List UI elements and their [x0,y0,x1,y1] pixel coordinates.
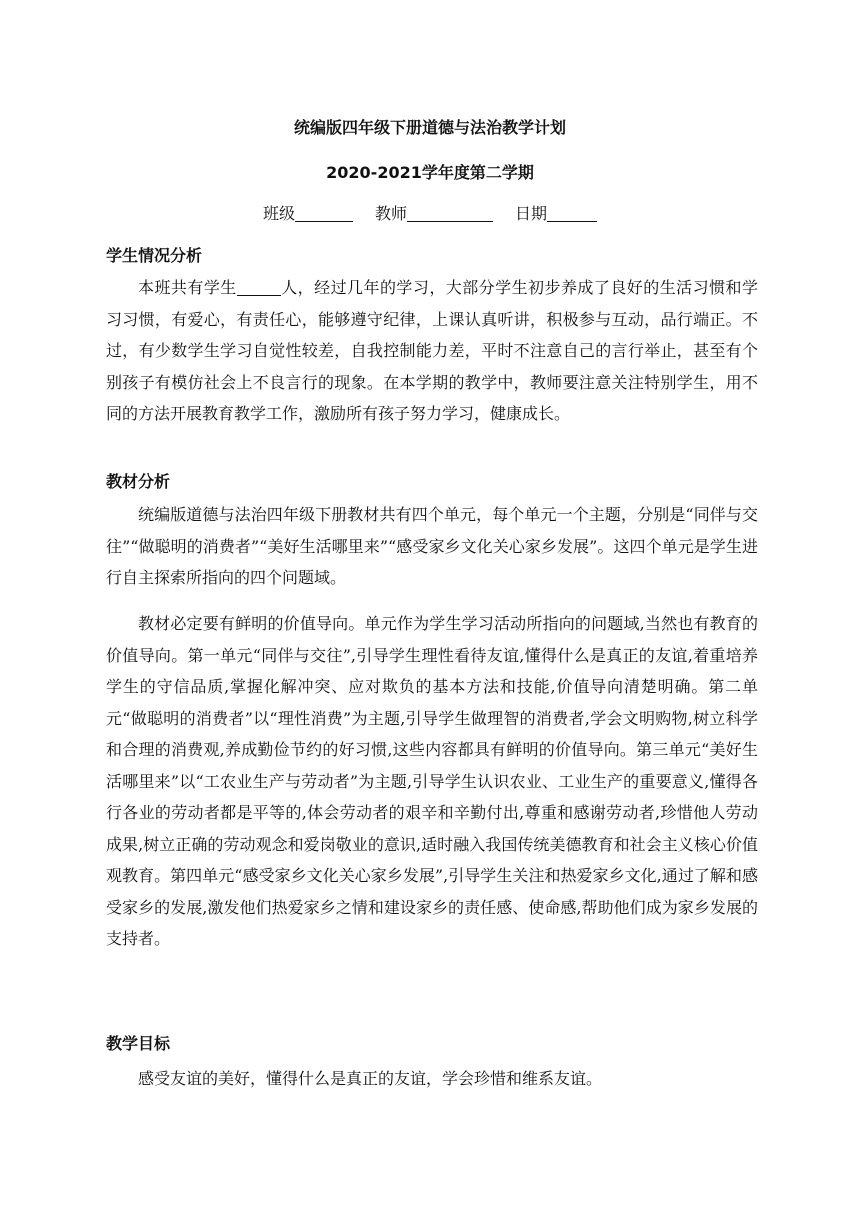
teacher-label: 教师 [374,204,407,223]
class-label: 班级 [262,204,295,223]
class-blank [295,205,353,222]
document-subtitle: 2020-2021学年度第二学期 [326,163,534,182]
date-label: 日期 [515,204,548,223]
section-heading-textbook-analysis: 教材分析 [106,472,171,491]
info-line [0,201,860,224]
document-title: 统编版四年级下册道德与法治教学计划 [293,118,566,137]
paragraph-teaching-goals: 感受友谊的美好，懂得什么是真正的友谊，学会珍惜和维系友谊。 [138,1069,603,1088]
paragraph-textbook-1: 统编版道德与法治四年级下册教材共有四个单元，每个单元一个主题，分别是“同伴与交往”“做聪明的消费者”“美好生活哪里来”“感受家乡文化关心家乡发展”。这四个单元是学生进行自主探索所指向的四个问题域。 [106,505,758,587]
teacher-blank [407,205,493,222]
section-heading-teaching-goals: 教学目标 [106,1034,171,1053]
paragraph-textbook-2: 教材必定要有鲜明的价值导向。单元作为学生学习活动所指向的问题域,当然也有教育的价值导向。第一单元“同伴与交往”,引导学生理性看待友谊,懂得什么是真正的友谊,着重培养学生的守信品质,掌握化解冲突、应对欺负的基本方法和技能,价值导向清楚明确。第二单元“做聪明的消费者”以“理性消费”为主题,引导学生做理智的消费者,学会文明购物,树立科学和合理的消费观,养成勤俭节约的好习惯,这些内容都具有鲜明的价值导向。第三单元“美好生活哪里来”以“工农业生产与劳动者”为主题,引导学生认识农业、工业生产的重要意义,懂得各行各业的劳动者都是平等的,体会劳动者的艰辛和辛勤付出,尊重和感谢劳动者,珍惜他人劳动成果,树立正确的劳动观念和爱岗敬业的意识,适时融入我国传统美德教育和社会主义核心价值观教育。第四单元“感受家乡文化关心家乡发展”,引导学生关注和热爱家乡文化,通过了解和感受家乡的发展,激发他们热爱家乡之情和建设家乡的责任感、使命感,帮助他们成为家乡发展的支持者。 [106,614,758,948]
student-count-blank [237,279,281,296]
paragraph-text: 人，经过几年的学习，大部分学生初步养成了良好的生活习惯和学习习惯，有爱心，有责任心，能够遵守纪律，上课认真听讲，积极参与互动，品行端正。不过，有少数学生学习自觉性较差，自我控制能力差，平时不注意自己的言行举止，甚至有个别孩子有模仿社会上不良言行的现象。在本学期的教学中，教师要注意关注特别学生，用不同的方法开展教育教学工作，激励所有孩子努力学习，健康成长。 [106,278,758,423]
section-heading-student-analysis: 学生情况分析 [106,246,203,265]
paragraph-student-analysis [106,272,758,430]
date-blank [547,205,597,222]
paragraph-text: 本班共有学生 [138,278,237,297]
